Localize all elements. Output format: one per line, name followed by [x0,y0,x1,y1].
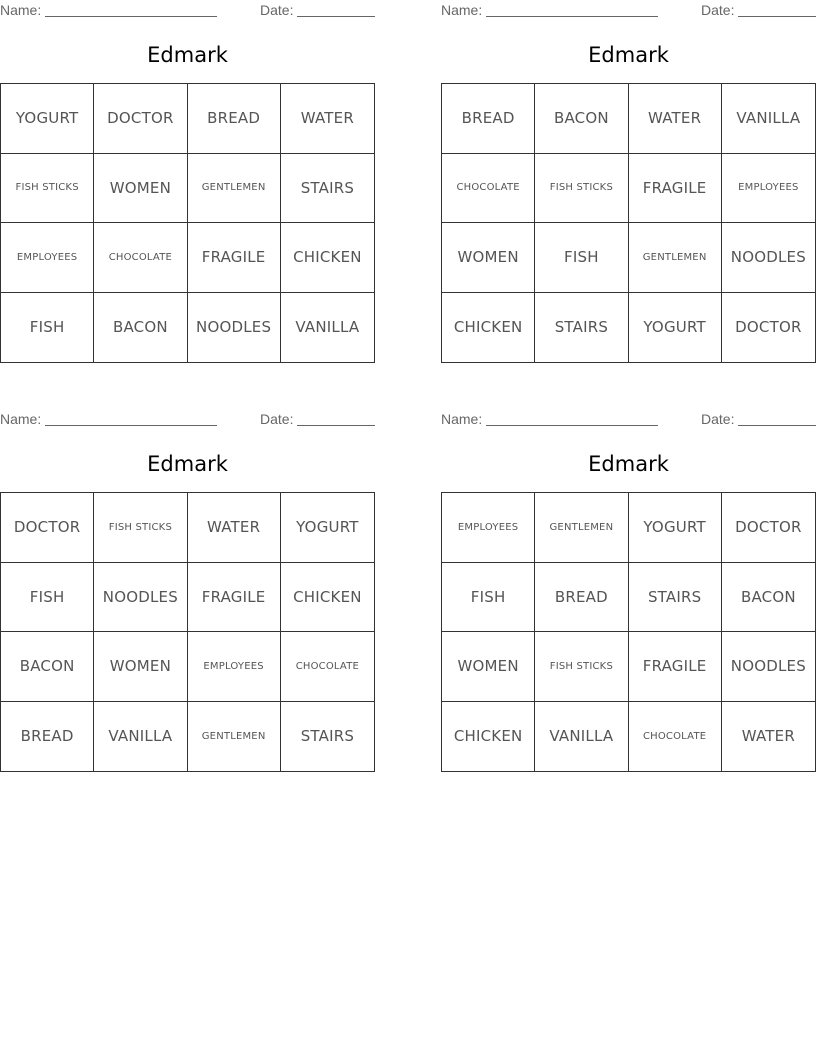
date-blank-line [738,2,816,17]
bingo-cell: FRAGILE [629,632,722,702]
bingo-cell: CHOCOLATE [442,154,535,224]
name-date-row [441,2,816,20]
bingo-cell: NOODLES [722,632,815,702]
bingo-cell: WATER [741,727,795,746]
bingo-cell: NOODLES [188,293,281,363]
bingo-cell: FISH [442,563,535,633]
bingo-cell: EMPLOYEES [442,493,535,563]
bingo-cell: EMPLOYEES [722,154,815,224]
date-blank-line [738,411,816,426]
bingo-cell: STAIRS [629,563,722,633]
bingo-cell: WATER [629,84,722,154]
bingo-cell: FISH [1,563,94,633]
bingo-cell: FISH STICKS [535,154,628,224]
name-label: Name: [441,411,483,427]
card-title: Edmark [588,452,669,476]
bingo-cell: DOCTOR [722,493,815,563]
name-date-row [441,411,816,429]
bingo-cell: BREAD [1,702,94,772]
name-blank-line [45,411,217,426]
bingo-cell: FRAGILE [629,154,722,224]
bingo-cell: NOODLES [722,223,815,293]
date-label: Date: [701,411,735,427]
bingo-cell: WOMEN [442,632,535,702]
date-blank-line [297,2,375,17]
bingo-cell: WOMEN [94,632,187,702]
bingo-cell: BACON [722,563,815,633]
bingo-cell: FRAGILE [188,563,281,633]
bingo-cell: CHICKEN [281,563,374,633]
bingo-cell: YOGURT [281,493,374,563]
bingo-cell: BACON [535,84,628,154]
bingo-grid [441,83,816,363]
bingo-cell: BREAD [188,84,281,154]
bingo-cell: STAIRS [535,293,628,363]
bingo-cell: GENTLEMEN [629,223,722,293]
bingo-cell: BREAD [535,563,628,633]
bingo-grid [0,83,375,363]
bingo-cell: FISH STICKS [535,632,628,702]
bingo-cell: WATER [281,84,374,154]
name-blank-line [486,2,658,17]
bingo-card-2 [441,0,816,380]
name-label: Name: [0,411,42,427]
bingo-card-3 [0,409,375,789]
date-label: Date: [260,411,294,427]
bingo-card-1 [0,0,375,380]
name-blank-line [486,411,658,426]
bingo-card-4 [441,409,816,789]
name-blank-line [45,2,217,17]
bingo-cell: CHOCOLATE [281,632,374,702]
date-label: Date: [260,2,294,18]
bingo-cell: EMPLOYEES [1,223,94,293]
bingo-cell: DOCTOR [1,493,94,563]
bingo-cell: STAIRS [300,727,355,746]
bingo-cell: VANILLA [94,702,187,772]
bingo-cell: DOCTOR [94,84,187,154]
bingo-cell: FISH [535,223,628,293]
bingo-cell: FISH STICKS [94,493,187,563]
bingo-cell: YOGURT [629,293,722,363]
bingo-cell: CHICKEN [442,702,535,772]
bingo-cell: FRAGILE [188,223,281,293]
card-title: Edmark [588,43,669,67]
date-blank-line [297,411,375,426]
date-label: Date: [701,2,735,18]
bingo-grid [0,492,375,772]
bingo-cell: VANILLA [535,702,628,772]
bingo-cell: CHICKEN [442,293,535,363]
bingo-cell: NOODLES [94,563,187,633]
name-date-row [0,2,375,20]
bingo-cell: DOCTOR [735,318,802,337]
bingo-grid [441,492,816,772]
bingo-cell: BACON [1,632,94,702]
bingo-cell: EMPLOYEES [188,632,281,702]
bingo-cell: WOMEN [94,154,187,224]
bingo-cell: GENTLEMEN [188,154,281,224]
bingo-cell: VANILLA [295,318,360,337]
bingo-cell: YOGURT [1,84,94,154]
bingo-cell: FISH [1,293,94,363]
card-title: Edmark [147,43,228,67]
bingo-cell: FISH STICKS [1,154,94,224]
bingo-cell: CHOCOLATE [629,702,722,772]
bingo-cell: GENTLEMEN [535,493,628,563]
name-label: Name: [441,2,483,18]
bingo-cell: GENTLEMEN [188,702,281,772]
bingo-cell: BACON [94,293,187,363]
bingo-cell: BREAD [442,84,535,154]
name-label: Name: [0,2,42,18]
name-date-row [0,411,375,429]
bingo-cell: STAIRS [281,154,374,224]
bingo-cell: CHICKEN [281,223,374,293]
card-title: Edmark [147,452,228,476]
bingo-cell: CHOCOLATE [94,223,187,293]
bingo-cell: YOGURT [629,493,722,563]
bingo-cell: WATER [188,493,281,563]
bingo-cell: WOMEN [442,223,535,293]
bingo-cell: VANILLA [722,84,815,154]
